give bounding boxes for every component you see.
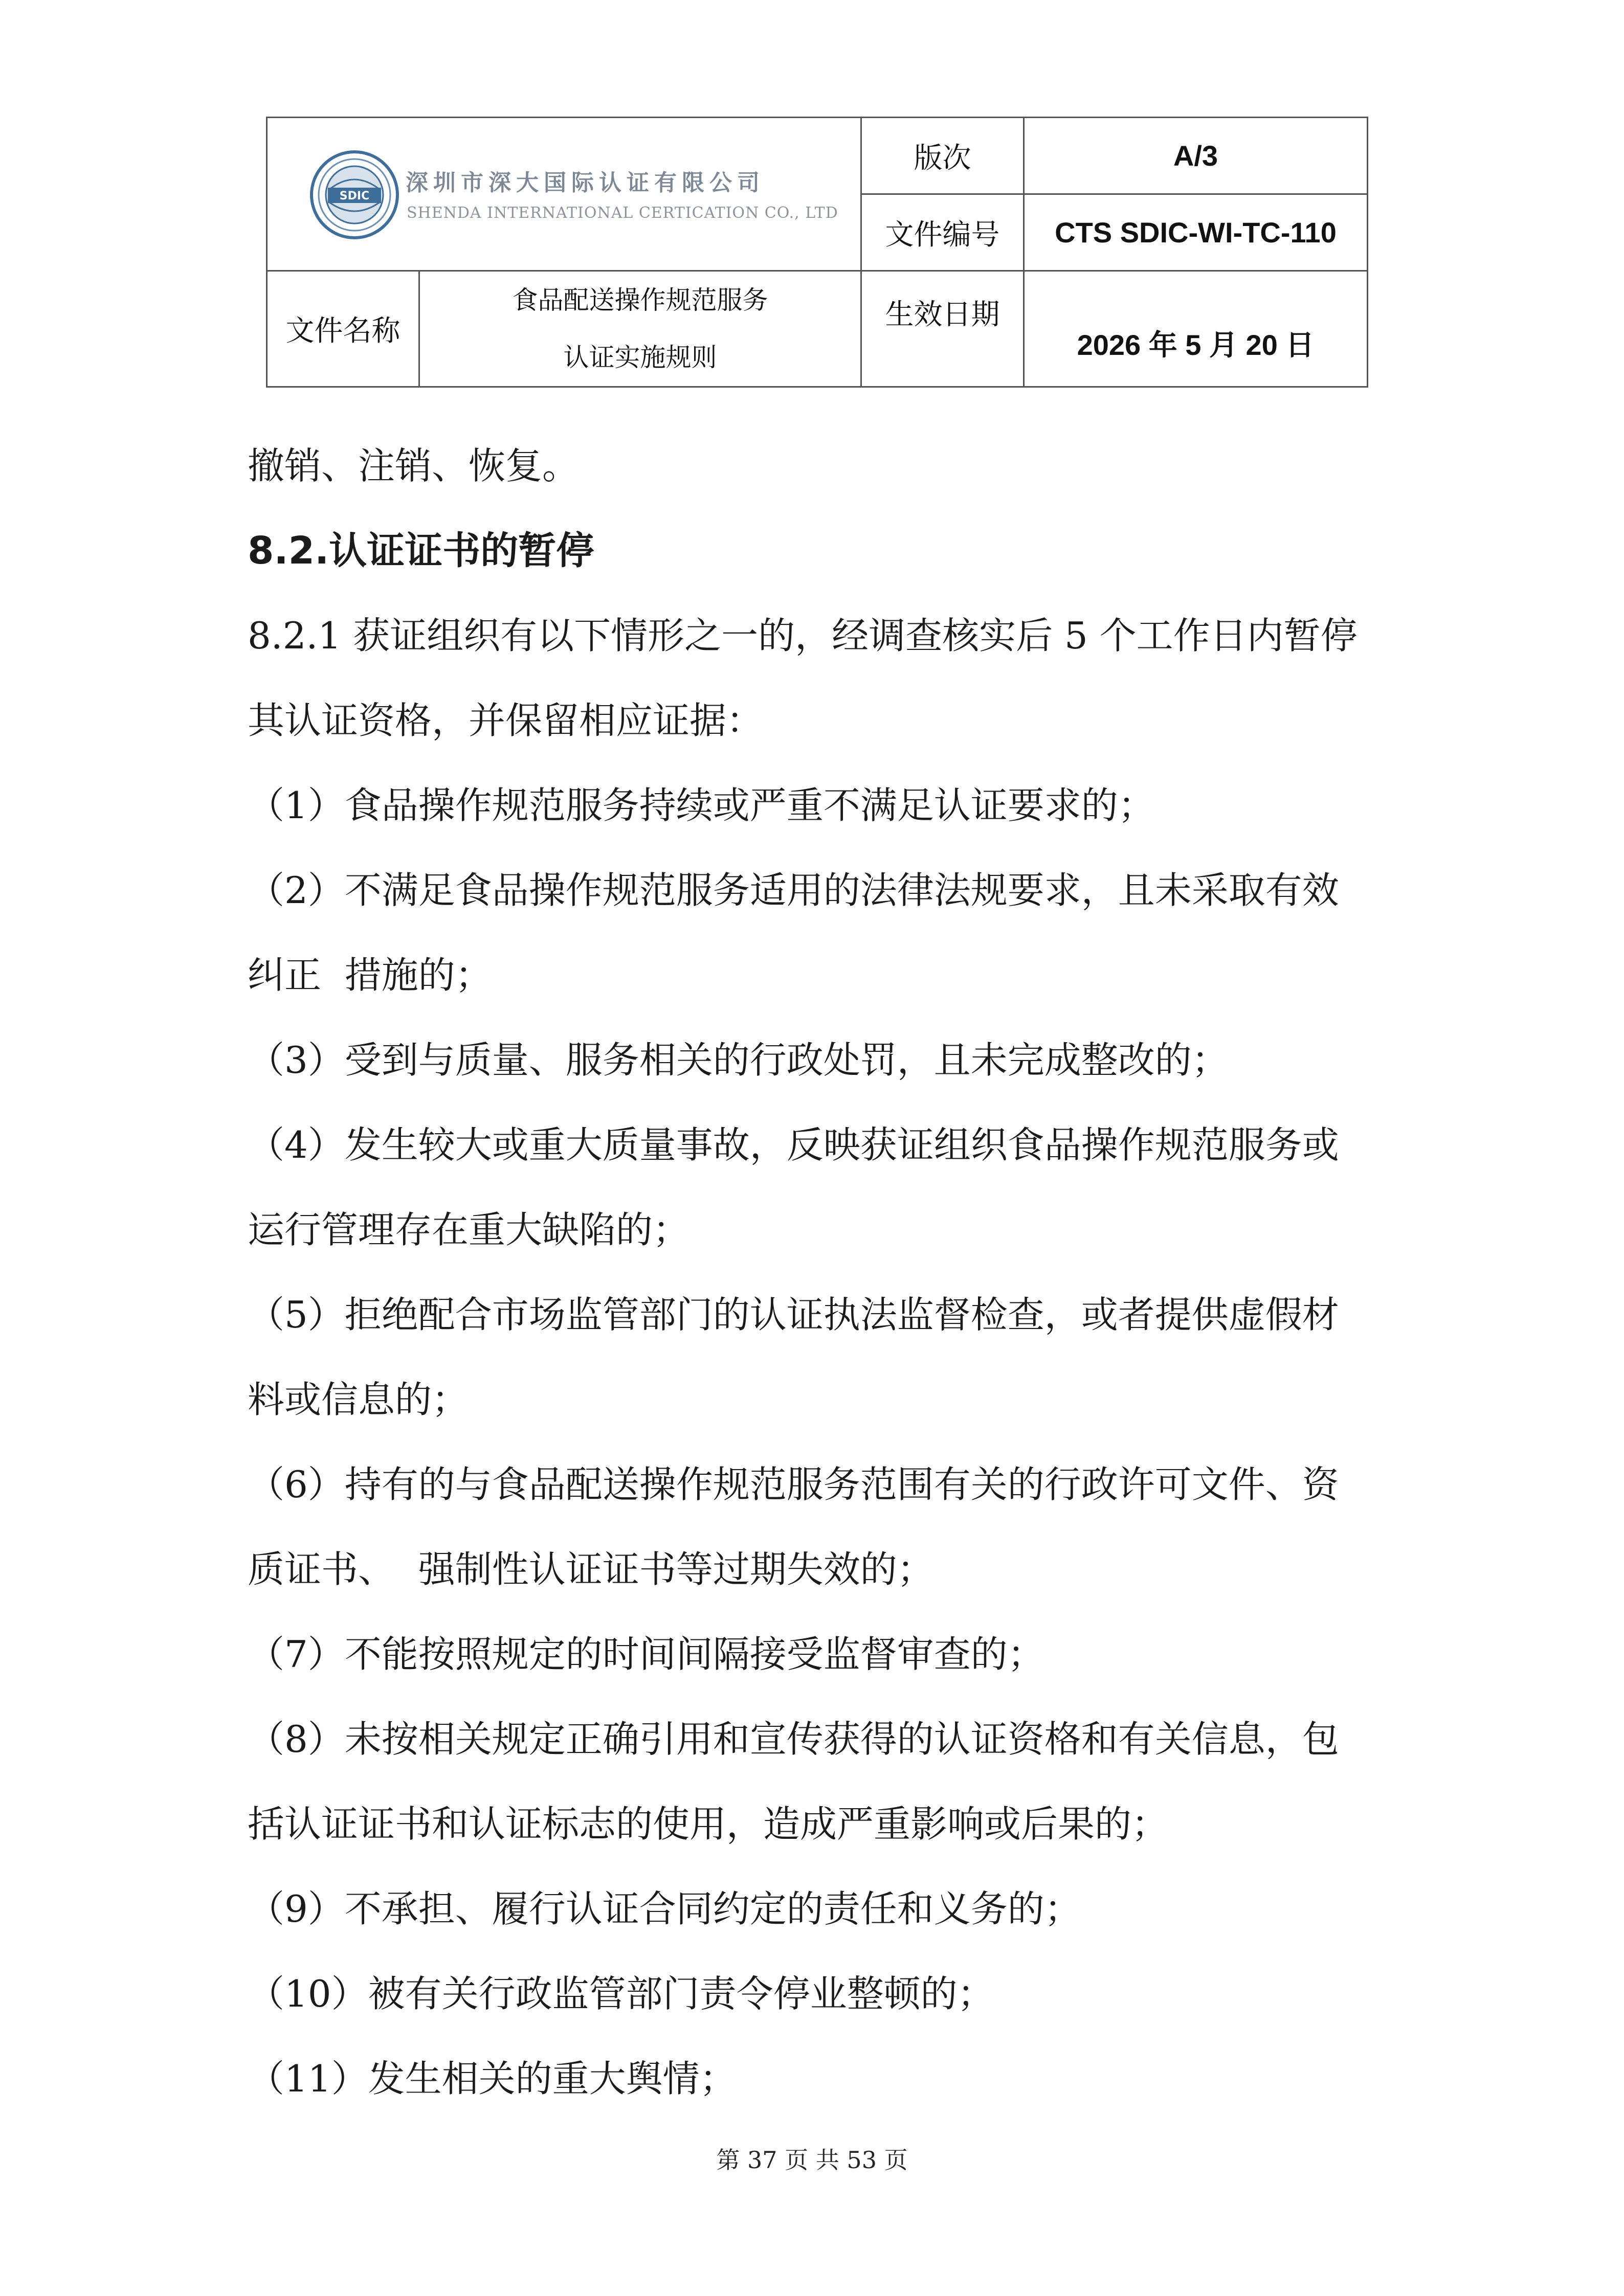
version-value: A/3 [1024,118,1368,194]
intro-line: 撤销、注销、恢复。 [248,444,580,487]
version-label: 版次 [861,118,1024,194]
list-item: （3）受到与质量、服务相关的行政处罚，且未完成整改的； [248,1039,1229,1082]
list-item: （8）未按相关规定正确引用和宣传获得的认证资格和有关信息，包 [248,1718,1339,1761]
document-body [248,423,1393,2121]
list-item: （4）发生较大或重大质量事故，反映获证组织食品操作规范服务或 [248,1123,1339,1166]
list-item: （1）食品操作规范服务持续或严重不满足认证要求的； [248,784,1155,827]
doc-name-line-2: 认证实施规则 [563,343,717,372]
list-item: 质证书、 强制性认证证书等过期失效的； [248,1548,934,1591]
document-header-table [266,117,1368,388]
list-item: 料或信息的； [248,1378,469,1421]
svg-text:SDIC: SDIC [339,190,370,202]
list-item: （6）持有的与食品配送操作规范服务范围有关的行政许可文件、资 [248,1463,1339,1506]
paragraph-line: 其认证资格，并保留相应证据： [248,699,764,742]
list-item: 括认证证书和认证标志的使用，造成严重影响或后果的； [248,1803,1169,1845]
company-seal-icon [308,149,401,241]
company-name-en: SHENDA INTERNATIONAL CERTICATION CO., LTD [407,204,838,222]
effective-date-value: 2026 年 5 月 20 日 [1024,271,1368,387]
doc-number-label: 文件编号 [861,194,1024,271]
list-item: （11）发生相关的重大舆情； [248,2057,737,2100]
effective-date-label: 生效日期 [861,271,1024,387]
company-logo-cell [267,118,861,271]
doc-name-value [419,271,861,387]
doc-number-value: CTS SDIC-WI-TC-110 [1024,194,1368,271]
company-logo [308,149,871,251]
section-heading: 8.2.认证证书的暂停 [248,529,594,573]
list-item: （9）不承担、履行认证合同约定的责任和义务的； [248,1887,1081,1930]
list-item: （2）不满足食品操作规范服务适用的法律法规要求，且未采取有效 [248,869,1339,912]
list-item: 纠正 措施的； [248,954,492,997]
doc-name-label: 文件名称 [267,271,419,387]
list-item: （7）不能按照规定的时间间隔接受监督审查的； [248,1633,1044,1676]
company-name-cn: 深圳市深大国际认证有限公司 [406,170,765,196]
list-item: （10）被有关行政监管部门责令停业整顿的； [248,1972,994,2015]
paragraph-line: 8.2.1 获证组织有以下情形之一的，经调查核实后 5 个工作日内暂停 [248,614,1358,657]
list-item: （5）拒绝配合市场监管部门的认证执法监督检查，或者提供虚假材 [248,1293,1339,1336]
page-number: 第 37 页 共 53 页 [716,2146,908,2174]
doc-name-line-1: 食品配送操作规范服务 [512,285,768,315]
list-item: 运行管理存在重大缺陷的； [248,1208,690,1251]
